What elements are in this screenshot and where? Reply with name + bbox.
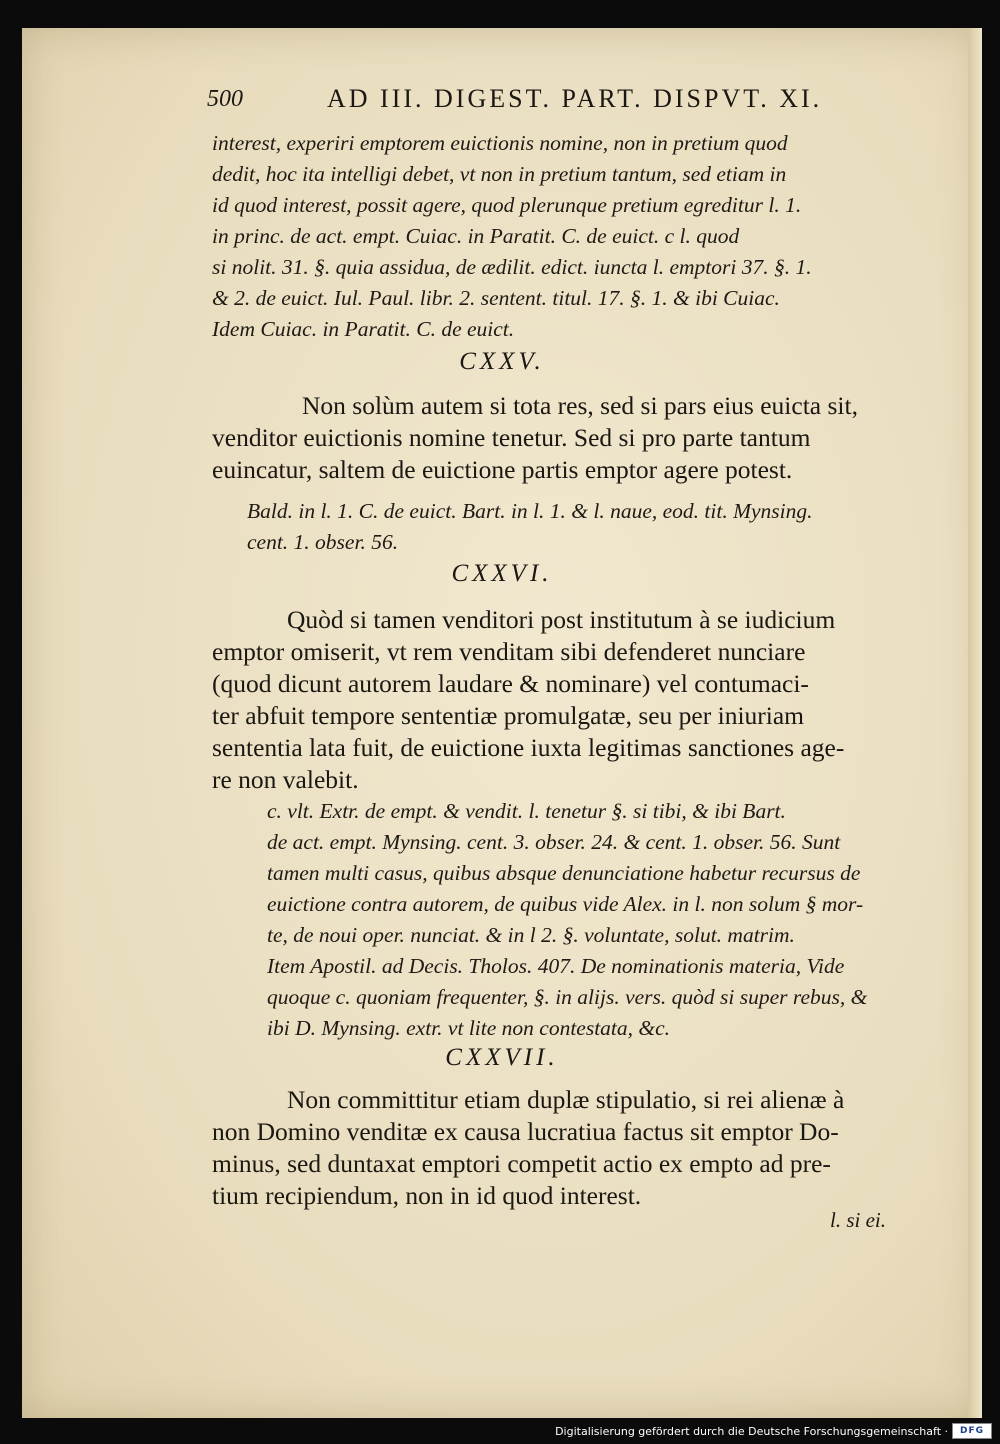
note-line: ibi D. Mynsing. extr. vt lite non contestata, &c. <box>267 1016 671 1040</box>
section-heading: CXXVII. <box>445 1044 559 1071</box>
note-line: Bald. in l. 1. C. de euict. Bart. in l. 1. & l. naue, eod. tit. Mynsing. <box>247 499 813 523</box>
note-line: dedit, hoc ita intelligi debet, vt non in pretium tantum, sed etiam in <box>212 162 787 186</box>
note-line: in princ. de act. empt. Cuiac. in Paratit. C. de euict. c l. quod <box>212 224 740 248</box>
footer-bar <box>0 1418 1000 1444</box>
text-line: venditor euictionis nomine tenetur. Sed si pro parte tantum <box>212 423 811 452</box>
text-line: sententia lata fuit, de euictione iuxta legitimas sanctiones age- <box>212 733 845 762</box>
section-heading: CXXVI. <box>451 560 553 587</box>
note-line: de act. empt. Mynsing. cent. 3. obser. 24. & cent. 1. obser. 56. Sunt <box>267 830 841 854</box>
note-line: cent. 1. obser. 56. <box>247 530 399 554</box>
text-line: re non valebit. <box>212 765 359 794</box>
running-head: AD III. DIGEST. PART. DISPVT. XI. <box>327 84 823 113</box>
note-line: id quod interest, possit agere, quod plerunque pretium egreditur l. 1. <box>212 193 802 217</box>
note-line: Idem Cuiac. in Paratit. C. de euict. <box>212 317 515 341</box>
section-text <box>212 1084 844 1212</box>
page-number: 500 <box>207 86 243 112</box>
note-line: quoque c. quoniam frequenter, §. in alijs. vers. quòd si super rebus, & <box>267 985 868 1009</box>
note-line: si nolit. 31. §. quia assidua, de ædilit. edict. iuncta l. emptori 37. §. 1. <box>212 255 812 279</box>
note-block-top <box>212 128 812 345</box>
note-line: interest, experiri emptorem euictionis nomine, non in pretium quod <box>212 131 788 155</box>
note-line: Item Apostil. ad Decis. Tholos. 407. De nominationis materia, Vide <box>267 954 845 978</box>
catchword: l. si ei. <box>830 1208 886 1232</box>
text-line: Non committitur etiam duplæ stipulatio, si rei alienæ à <box>287 1085 845 1114</box>
text-line: tium recipiendum, non in id quod interest. <box>212 1181 642 1210</box>
text-line: non Domino venditæ ex causa lucratiua factus sit emptor Do- <box>212 1117 839 1146</box>
text-line: euincatur, saltem de euictione partis emptor agere potest. <box>212 455 793 484</box>
book-page <box>22 28 982 1418</box>
note-line: tamen multi casus, quibus absque denunciatione habetur recursus de <box>267 861 861 885</box>
section-note <box>247 496 813 558</box>
note-line: euictione contra autorem, de quibus vide Alex. in l. non solum § mor- <box>267 892 864 916</box>
page-edge <box>968 28 982 1418</box>
note-line: te, de noui oper. nunciat. & in l 2. §. voluntate, solut. matrim. <box>267 923 795 947</box>
text-line: emptor omiserit, vt rem venditam sibi defenderet nunciare <box>212 637 806 666</box>
funding-credit: Digitalisierung gefördert durch die Deutsche Forschungsgemeinschaft · <box>555 1425 948 1438</box>
note-line: & 2. de euict. Iul. Paul. libr. 2. sentent. titul. 17. §. 1. & ibi Cuiac. <box>212 286 780 310</box>
text-line: Non solùm autem si tota res, sed si pars eius euicta sit, <box>302 391 858 420</box>
section-text <box>212 604 844 796</box>
note-line: c. vlt. Extr. de empt. & vendit. l. tenetur §. si tibi, & ibi Bart. <box>267 799 786 823</box>
text-line: (quod dicunt autorem laudare & nominare) vel contumaci- <box>212 669 809 698</box>
section-text <box>212 390 858 486</box>
text-line: Quòd si tamen venditori post institutum à se iudicium <box>287 605 836 634</box>
dfg-logo[interactable]: DFG <box>952 1423 992 1439</box>
text-line: ter abfuit tempore sententiæ promulgatæ, seu per iniuriam <box>212 701 805 730</box>
section-heading: CXXV. <box>459 348 545 375</box>
text-line: minus, sed duntaxat emptori competit actio ex empto ad pre- <box>212 1149 831 1178</box>
section-note <box>267 796 867 1044</box>
